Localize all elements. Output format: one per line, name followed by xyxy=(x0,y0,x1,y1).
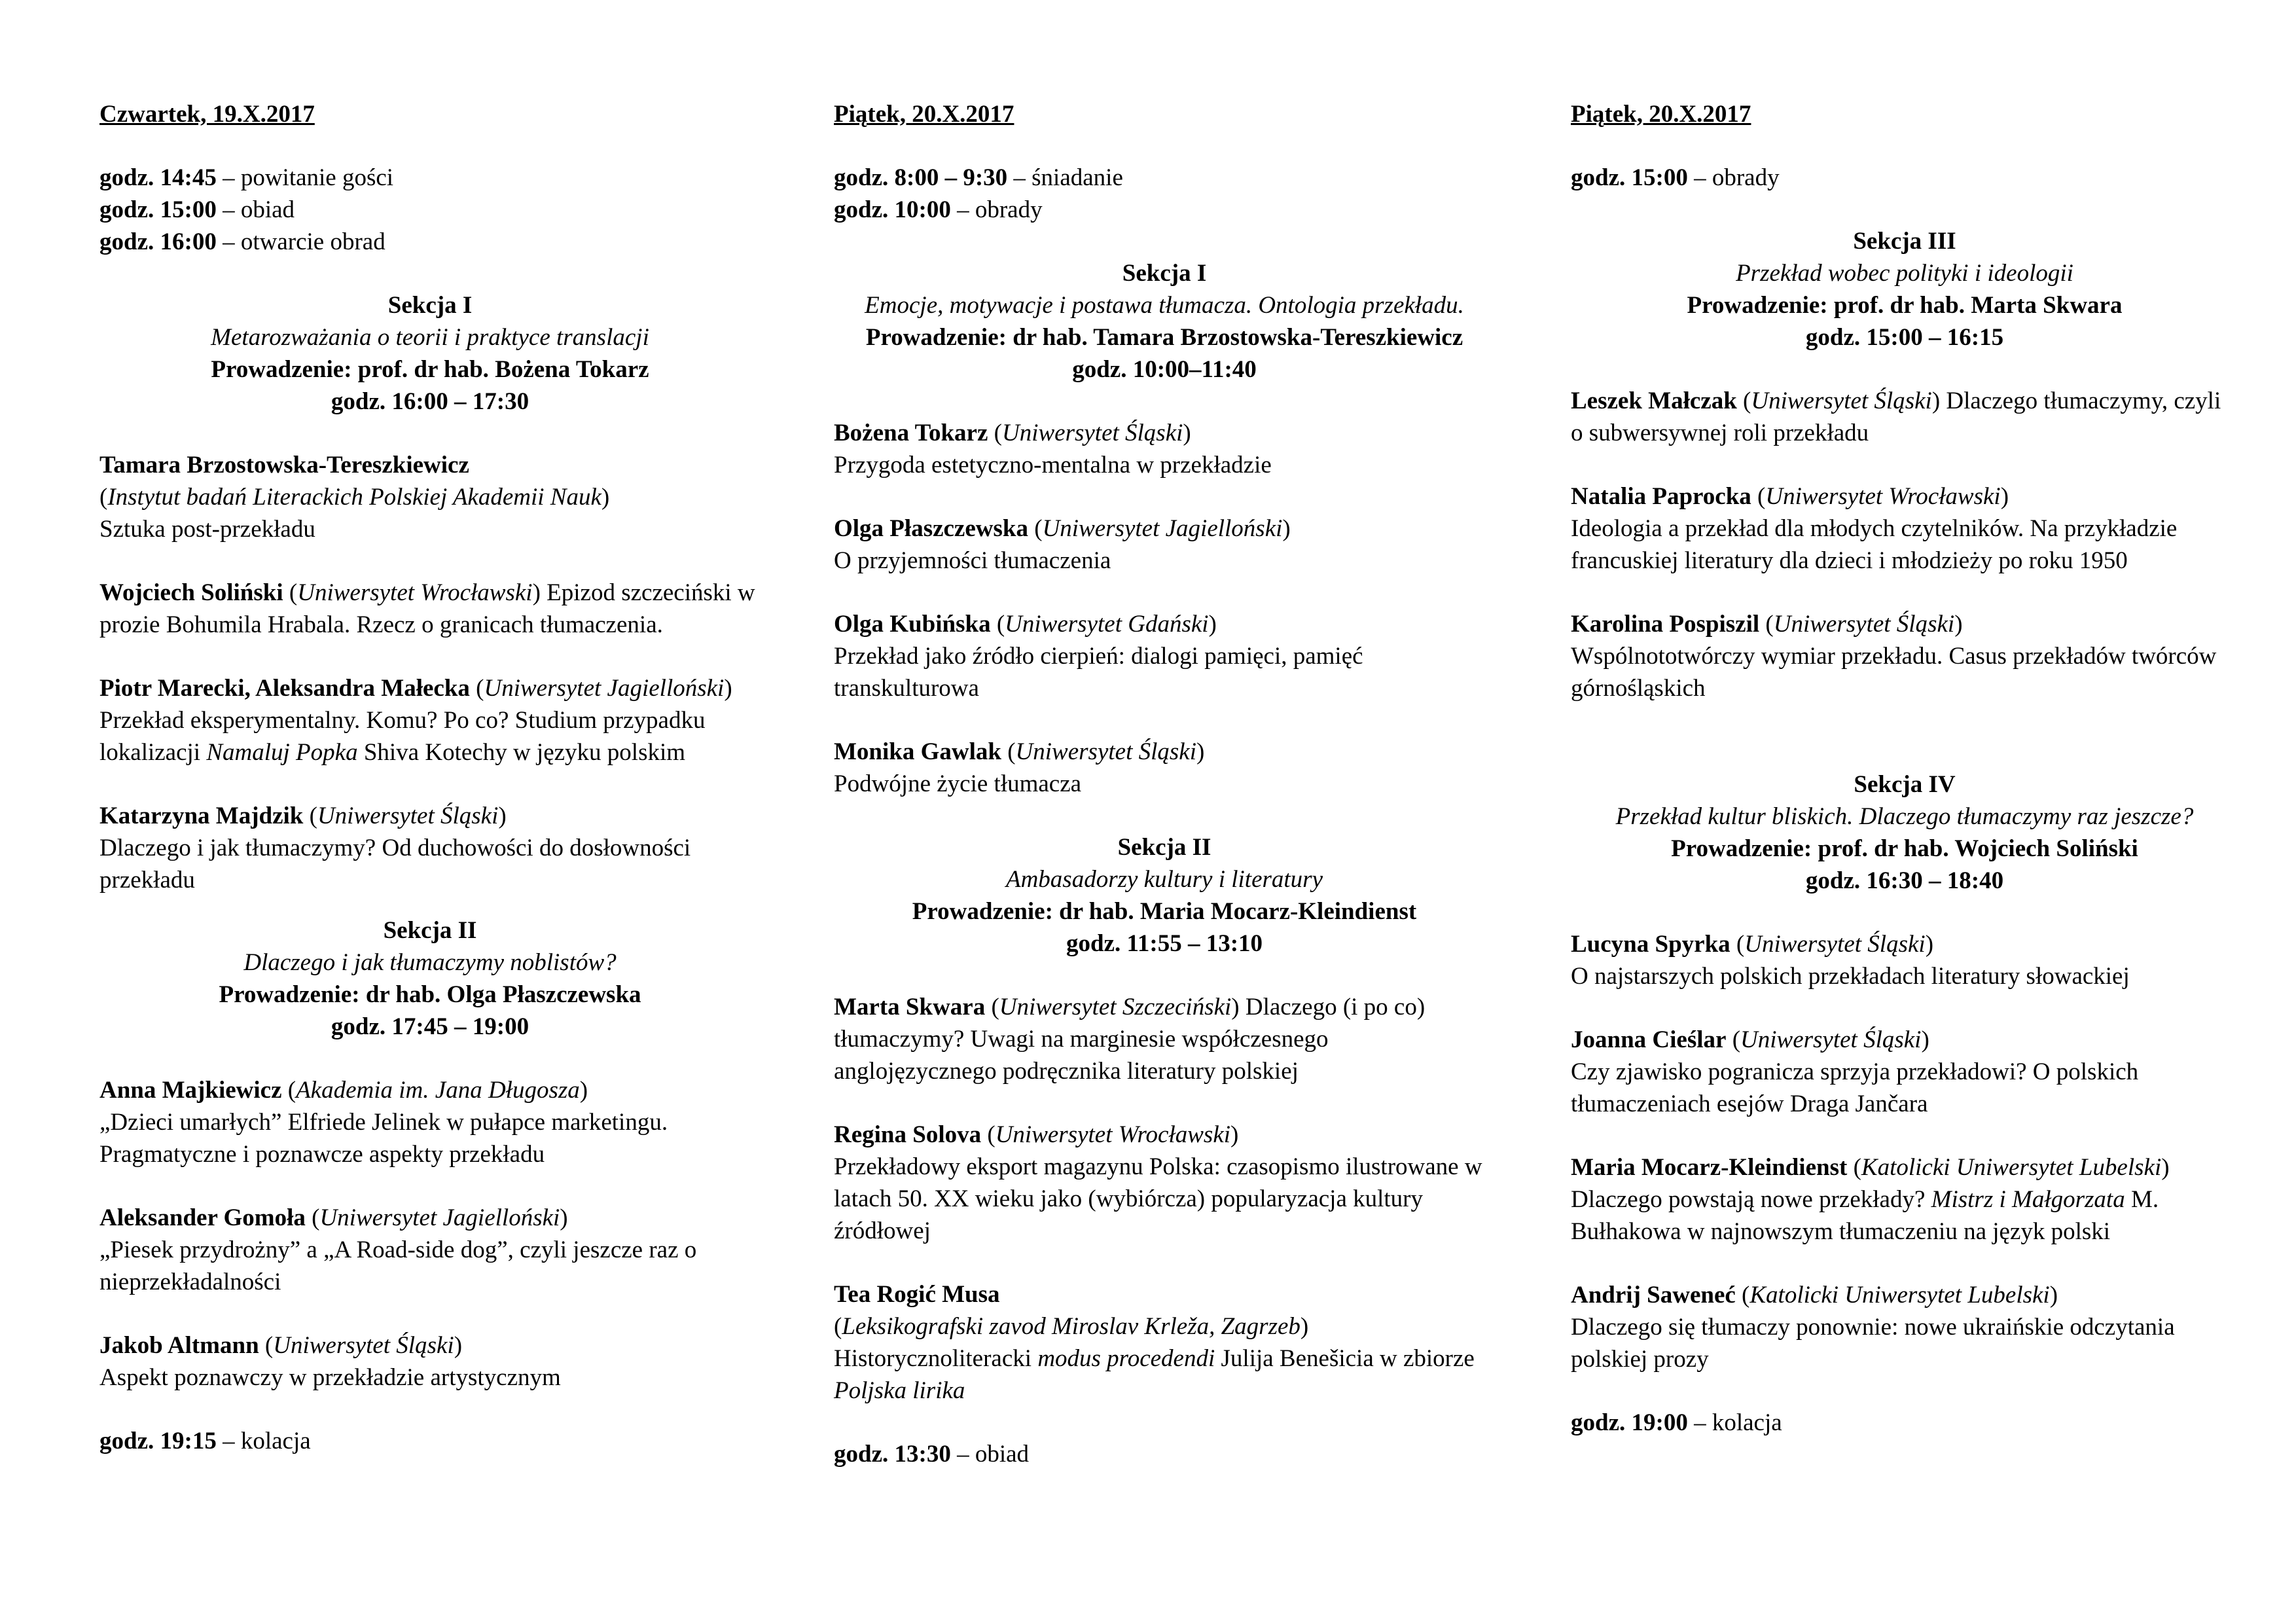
speaker-name: Aleksander Gomoła xyxy=(99,1204,306,1231)
schedule-item xyxy=(99,162,761,194)
speaker-name: Olga Płaszczewska xyxy=(834,515,1028,542)
talk-entry xyxy=(1571,608,2238,704)
affiliation: Katolicki Uniwersytet Lubelski xyxy=(1749,1282,2050,1308)
talk-title: Historycznoliteracki xyxy=(834,1345,1038,1372)
affiliation: Uniwersytet Wrocławski xyxy=(297,579,533,606)
talk-title-italic: modus procedendi xyxy=(1037,1345,1215,1372)
paren-open: ( xyxy=(469,675,484,702)
opening-schedule xyxy=(834,162,1495,226)
closing-item xyxy=(99,1425,761,1457)
schedule-text: – powitanie gości xyxy=(216,164,394,191)
affiliation: Uniwersytet Śląski xyxy=(1744,931,1926,958)
affiliation: Uniwersytet Jagielloński xyxy=(319,1204,560,1231)
schedule-item xyxy=(1571,162,2238,194)
paren-open: ( xyxy=(1726,1026,1741,1053)
paren-open: ( xyxy=(1001,738,1016,765)
section-title: Sekcja IV xyxy=(1854,771,1956,798)
paren-open: ( xyxy=(990,611,1005,638)
paren-open: ( xyxy=(834,1313,842,1340)
talk-title: O najstarszych polskich przekładach literatury słowackiej xyxy=(1571,963,2130,990)
paren-open: ( xyxy=(1759,611,1774,638)
paren-open: ( xyxy=(99,484,108,511)
talk-title: Dlaczego powstają nowe przekłady? xyxy=(1571,1186,1931,1213)
section-time: godz. 16:00 – 17:30 xyxy=(331,388,529,415)
paren-close: ) xyxy=(601,484,610,511)
paren-close: ) xyxy=(1925,931,1934,958)
talk-entry xyxy=(834,736,1495,800)
paren-open: ( xyxy=(1736,388,1751,414)
talk-title: „Piesek przydrożny” a „A Road-side dog”, czyli jeszcze raz o nieprzekładalności xyxy=(99,1236,697,1295)
speaker-name: Leszek Małczak xyxy=(1571,388,1737,414)
talk-title-italic-2: Poljska lirika xyxy=(834,1377,965,1404)
section-time: godz. 11:55 – 13:10 xyxy=(1066,930,1263,957)
affiliation: Uniwersytet Śląski xyxy=(317,803,499,829)
section-title: Sekcja I xyxy=(387,292,473,319)
section-title: Sekcja II xyxy=(383,917,477,944)
talk-entry xyxy=(1571,480,2238,577)
speaker-name: Maria Mocarz-Kleindienst xyxy=(1571,1154,1848,1181)
section-header xyxy=(1571,768,2238,897)
speaker-name: Marta Skwara xyxy=(834,994,986,1020)
closing-item xyxy=(834,1438,1495,1470)
paren-close: ) xyxy=(1954,611,1963,638)
speaker-name: Olga Kubińska xyxy=(834,611,991,638)
column-friday-morning xyxy=(834,98,1495,1470)
paren-open: ( xyxy=(259,1332,274,1359)
talk-entry xyxy=(834,417,1495,481)
section-theme: Dlaczego i jak tłumaczymy noblistów? xyxy=(243,949,617,976)
section-title: Sekcja II xyxy=(1117,834,1211,861)
talk-title-italic: Namaluj Popka xyxy=(206,739,358,766)
speaker-name: Jakob Altmann xyxy=(99,1332,259,1359)
section-theme: Przekład kultur bliskich. Dlaczego tłumaczymy raz jeszcze? xyxy=(1615,803,2194,830)
talk-entry xyxy=(834,1119,1495,1247)
closing-time: godz. 13:30 xyxy=(834,1441,951,1468)
closing-time: godz. 19:00 xyxy=(1571,1409,1688,1436)
talk-title: Czy zjawisko pogranicza sprzyja przekładowi? O polskich tłumaczeniach esejów Draga Jančara xyxy=(1571,1058,2139,1117)
affiliation: Uniwersytet Śląski xyxy=(1773,611,1955,638)
section-time: godz. 15:00 – 16:15 xyxy=(1805,324,2004,351)
schedule-time: godz. 15:00 xyxy=(99,196,217,223)
affiliation: Akademia im. Jana Długosza xyxy=(296,1077,580,1104)
affiliation: Uniwersytet Wrocławski xyxy=(995,1121,1231,1148)
affiliation: Uniwersytet Szczeciński xyxy=(999,994,1232,1020)
paren-close: ) xyxy=(532,579,541,606)
schedule-time: godz. 15:00 xyxy=(1571,164,1688,191)
talk-title: Przekład eksperymentalny. Komu? Po co? Studium przypadku lokalizacji xyxy=(99,707,706,766)
paren-open: ( xyxy=(283,579,298,606)
talk-title: Epizod szczeciński w prozie Bohumila Hrabala. Rzecz o granicach tłumaczenia. xyxy=(99,579,755,638)
section-chair: Prowadzenie: dr hab. Maria Mocarz-Kleindienst xyxy=(912,898,1417,925)
closing-text: – kolacja xyxy=(216,1428,311,1454)
paren-close: ) xyxy=(1208,611,1217,638)
paren-open: ( xyxy=(305,1204,320,1231)
schedule-item xyxy=(99,226,761,258)
schedule-item xyxy=(834,162,1495,194)
affiliation: Uniwersytet Śląski xyxy=(1740,1026,1922,1053)
section-title: Sekcja III xyxy=(1853,228,1956,255)
column-friday-afternoon xyxy=(1571,98,2238,1439)
speaker-name: Tea Rogić Musa xyxy=(834,1281,1000,1308)
affiliation: Uniwersytet Wrocławski xyxy=(1765,483,2001,510)
section-chair: Prowadzenie: prof. dr hab. Wojciech Soliński xyxy=(1671,835,2138,862)
schedule-text: – śniadanie xyxy=(1007,164,1123,191)
day-heading: Czwartek, 19.X.2017 xyxy=(99,101,315,128)
affiliation: Leksikografski zavod Miroslav Krleža, Zagrzeb xyxy=(842,1313,1300,1340)
talk-entry xyxy=(99,577,761,641)
paren-open: ( xyxy=(1751,483,1766,510)
speaker-name: Natalia Paprocka xyxy=(1571,483,1751,510)
paren-open: ( xyxy=(985,994,999,1020)
section-header xyxy=(834,257,1495,386)
section-chair: Prowadzenie: dr hab. Tamara Brzostowska-Tereszkiewicz xyxy=(865,324,1463,351)
talk-title-end: M. Bułhakowa w najnowszym tłumaczeniu na język polski xyxy=(1571,1186,2159,1245)
paren-close: ) xyxy=(454,1332,463,1359)
affiliation: Katolicki Uniwersytet Lubelski xyxy=(1861,1154,2162,1181)
affiliation: Uniwersytet Jagielloński xyxy=(484,675,725,702)
talk-entry xyxy=(1571,385,2238,449)
schedule-item xyxy=(834,194,1495,226)
column-thursday xyxy=(99,98,761,1457)
schedule-time: godz. 8:00 – 9:30 xyxy=(834,164,1008,191)
paren-open: ( xyxy=(981,1121,996,1148)
affiliation: Uniwersytet Śląski xyxy=(1751,388,1932,414)
speaker-name: Anna Majkiewicz xyxy=(99,1077,282,1104)
paren-close: ) xyxy=(1231,994,1240,1020)
paren-close: ) xyxy=(1196,738,1205,765)
paren-open: ( xyxy=(1028,515,1043,542)
paren-close: ) xyxy=(579,1077,588,1104)
paren-close: ) xyxy=(1282,515,1291,542)
affiliation: Uniwersytet Gdański xyxy=(1005,611,1209,638)
speaker-name: Lucyna Spyrka xyxy=(1571,931,1731,958)
talk-entry xyxy=(834,513,1495,577)
closing-time: godz. 19:15 xyxy=(99,1428,217,1454)
section-header xyxy=(1571,225,2238,353)
talk-entry xyxy=(834,991,1495,1087)
talk-title: Podwójne życie tłumacza xyxy=(834,770,1082,797)
paren-open: ( xyxy=(988,420,1002,446)
section-time: godz. 16:30 – 18:40 xyxy=(1805,867,2004,894)
talk-title: Przekład jako źródło cierpień: dialogi pamięci, pamięć transkulturowa xyxy=(834,643,1363,702)
section-title: Sekcja I xyxy=(1122,260,1207,287)
section-theme: Przekład wobec polityki i ideologii xyxy=(1736,260,2073,287)
talk-entry xyxy=(1571,1024,2238,1120)
section-header xyxy=(99,914,761,1043)
paren-close: ) xyxy=(560,1204,568,1231)
section-theme: Metarozważania o teorii i praktyce translacji xyxy=(211,324,649,351)
talk-entry xyxy=(1571,928,2238,992)
section-header xyxy=(99,289,761,418)
closing-item xyxy=(1571,1407,2238,1439)
talk-entry xyxy=(99,449,761,545)
affiliation: Uniwersytet Śląski xyxy=(1001,420,1183,446)
section-theme: Emocje, motywacje i postawa tłumacza. Ontologia przekładu. xyxy=(865,292,1464,319)
paren-open: ( xyxy=(303,803,317,829)
schedule-item xyxy=(99,194,761,226)
paren-open: ( xyxy=(1847,1154,1861,1181)
speaker-name: Regina Solova xyxy=(834,1121,982,1148)
speaker-name: Katarzyna Majdzik xyxy=(99,803,304,829)
section-time: godz. 17:45 – 19:00 xyxy=(331,1013,529,1040)
paren-close: ) xyxy=(498,803,507,829)
section-chair: Prowadzenie: dr hab. Olga Płaszczewska xyxy=(219,981,641,1008)
talk-title: Dlaczego i jak tłumaczymy? Od duchowości do dosłowności przekładu xyxy=(99,835,691,893)
section-chair: Prowadzenie: prof. dr hab. Marta Skwara xyxy=(1687,292,2123,319)
talk-title: Aspekt poznawczy w przekładzie artystycznym xyxy=(99,1364,561,1391)
talk-title: Sztuka post-przekładu xyxy=(99,516,315,543)
talk-entry xyxy=(99,672,761,768)
affiliation: Instytut badań Literackich Polskiej Akademii Nauk xyxy=(107,484,601,511)
paren-open: ( xyxy=(1730,931,1745,958)
paren-open: ( xyxy=(1735,1282,1750,1308)
day-heading: Piątek, 20.X.2017 xyxy=(1571,101,1751,128)
schedule-text: – obiad xyxy=(216,196,295,223)
talk-title: Wspólnototwórczy wymiar przekładu. Casus przekładów twórców górnośląskich xyxy=(1571,643,2217,702)
schedule-time: godz. 16:00 xyxy=(99,228,217,255)
opening-schedule xyxy=(99,162,761,258)
paren-close: ) xyxy=(2161,1154,2170,1181)
talk-title: Przekładowy eksport magazynu Polska: czasopismo ilustrowane w latach 50. XX wieku jako (wybiórcza) popularyzacja kultury źródłowej xyxy=(834,1153,1482,1244)
talk-entry xyxy=(1571,1151,2238,1248)
section-time: godz. 10:00–11:40 xyxy=(1072,356,1257,383)
opening-schedule xyxy=(1571,162,2238,194)
schedule-text: – obrady xyxy=(950,196,1043,223)
paren-close: ) xyxy=(1183,420,1191,446)
talk-title: „Dzieci umarłych” Elfriede Jelinek w pułapce marketingu. Pragmatyczne i poznawcze aspekty przekładu xyxy=(99,1109,668,1168)
talk-entry xyxy=(99,1329,761,1394)
talk-entry xyxy=(99,1202,761,1298)
schedule-time: godz. 14:45 xyxy=(99,164,217,191)
section-chair: Prowadzenie: prof. dr hab. Bożena Tokarz xyxy=(211,356,649,383)
paren-close: ) xyxy=(2000,483,2009,510)
closing-text: – kolacja xyxy=(1687,1409,1782,1436)
closing-text: – obiad xyxy=(950,1441,1030,1468)
speaker-name: Andrij Saweneć xyxy=(1571,1282,1736,1308)
schedule-text: – obrady xyxy=(1687,164,1780,191)
talk-title: Dlaczego tłumaczymy, czyli o subwersywnej roli przekładu xyxy=(1571,388,2221,446)
talk-title-end: Shiva Kotechy w języku polskim xyxy=(357,739,686,766)
speaker-name: Joanna Cieślar xyxy=(1571,1026,1727,1053)
schedule-text: – otwarcie obrad xyxy=(216,228,386,255)
talk-entry xyxy=(99,800,761,896)
paren-close: ) xyxy=(1230,1121,1239,1148)
affiliation: Uniwersytet Śląski xyxy=(273,1332,454,1359)
speaker-name: Wojciech Soliński xyxy=(99,579,283,606)
talk-entry xyxy=(834,1278,1495,1407)
talk-title: O przyjemności tłumaczenia xyxy=(834,547,1111,574)
talk-title: Przygoda estetyczno-mentalna w przekładzie xyxy=(834,452,1272,478)
speaker-name: Karolina Pospiszil xyxy=(1571,611,1760,638)
paren-close: ) xyxy=(1931,388,1941,414)
talk-entry xyxy=(834,608,1495,704)
speaker-name: Monika Gawlak xyxy=(834,738,1001,765)
paren-open: ( xyxy=(281,1077,296,1104)
speaker-name: Tamara Brzostowska-Tereszkiewicz xyxy=(99,452,469,478)
affiliation: Uniwersytet Śląski xyxy=(1015,738,1196,765)
paren-close: ) xyxy=(1300,1313,1309,1340)
talk-title-mid: Julija Benešicia w zbiorze xyxy=(1215,1345,1475,1372)
paren-close: ) xyxy=(724,675,732,702)
speaker-name: Bożena Tokarz xyxy=(834,420,988,446)
talk-title: Dlaczego (i po co) tłumaczymy? Uwagi na marginesie współczesnego anglojęzycznego podręcznika literatury polskiej xyxy=(834,994,1426,1085)
affiliation: Uniwersytet Jagielloński xyxy=(1042,515,1283,542)
talk-title: Ideologia a przekład dla młodych czytelników. Na przykładzie francuskiej literatury dla dzieci i młodzieży po roku 1950 xyxy=(1571,515,2178,574)
section-header xyxy=(834,831,1495,960)
day-heading: Piątek, 20.X.2017 xyxy=(834,101,1014,128)
speaker-name: Piotr Marecki, Aleksandra Małecka xyxy=(99,675,470,702)
talk-entry xyxy=(99,1074,761,1170)
paren-close: ) xyxy=(2049,1282,2058,1308)
section-theme: Ambasadorzy kultury i literatury xyxy=(1005,866,1323,893)
talk-entry xyxy=(1571,1279,2238,1375)
talk-title-italic: Mistrz i Małgorzata xyxy=(1931,1186,2125,1213)
paren-close: ) xyxy=(1921,1026,1929,1053)
schedule-time: godz. 10:00 xyxy=(834,196,951,223)
talk-title: Dlaczego się tłumaczy ponownie: nowe ukraińskie odczytania polskiej prozy xyxy=(1571,1314,2175,1373)
